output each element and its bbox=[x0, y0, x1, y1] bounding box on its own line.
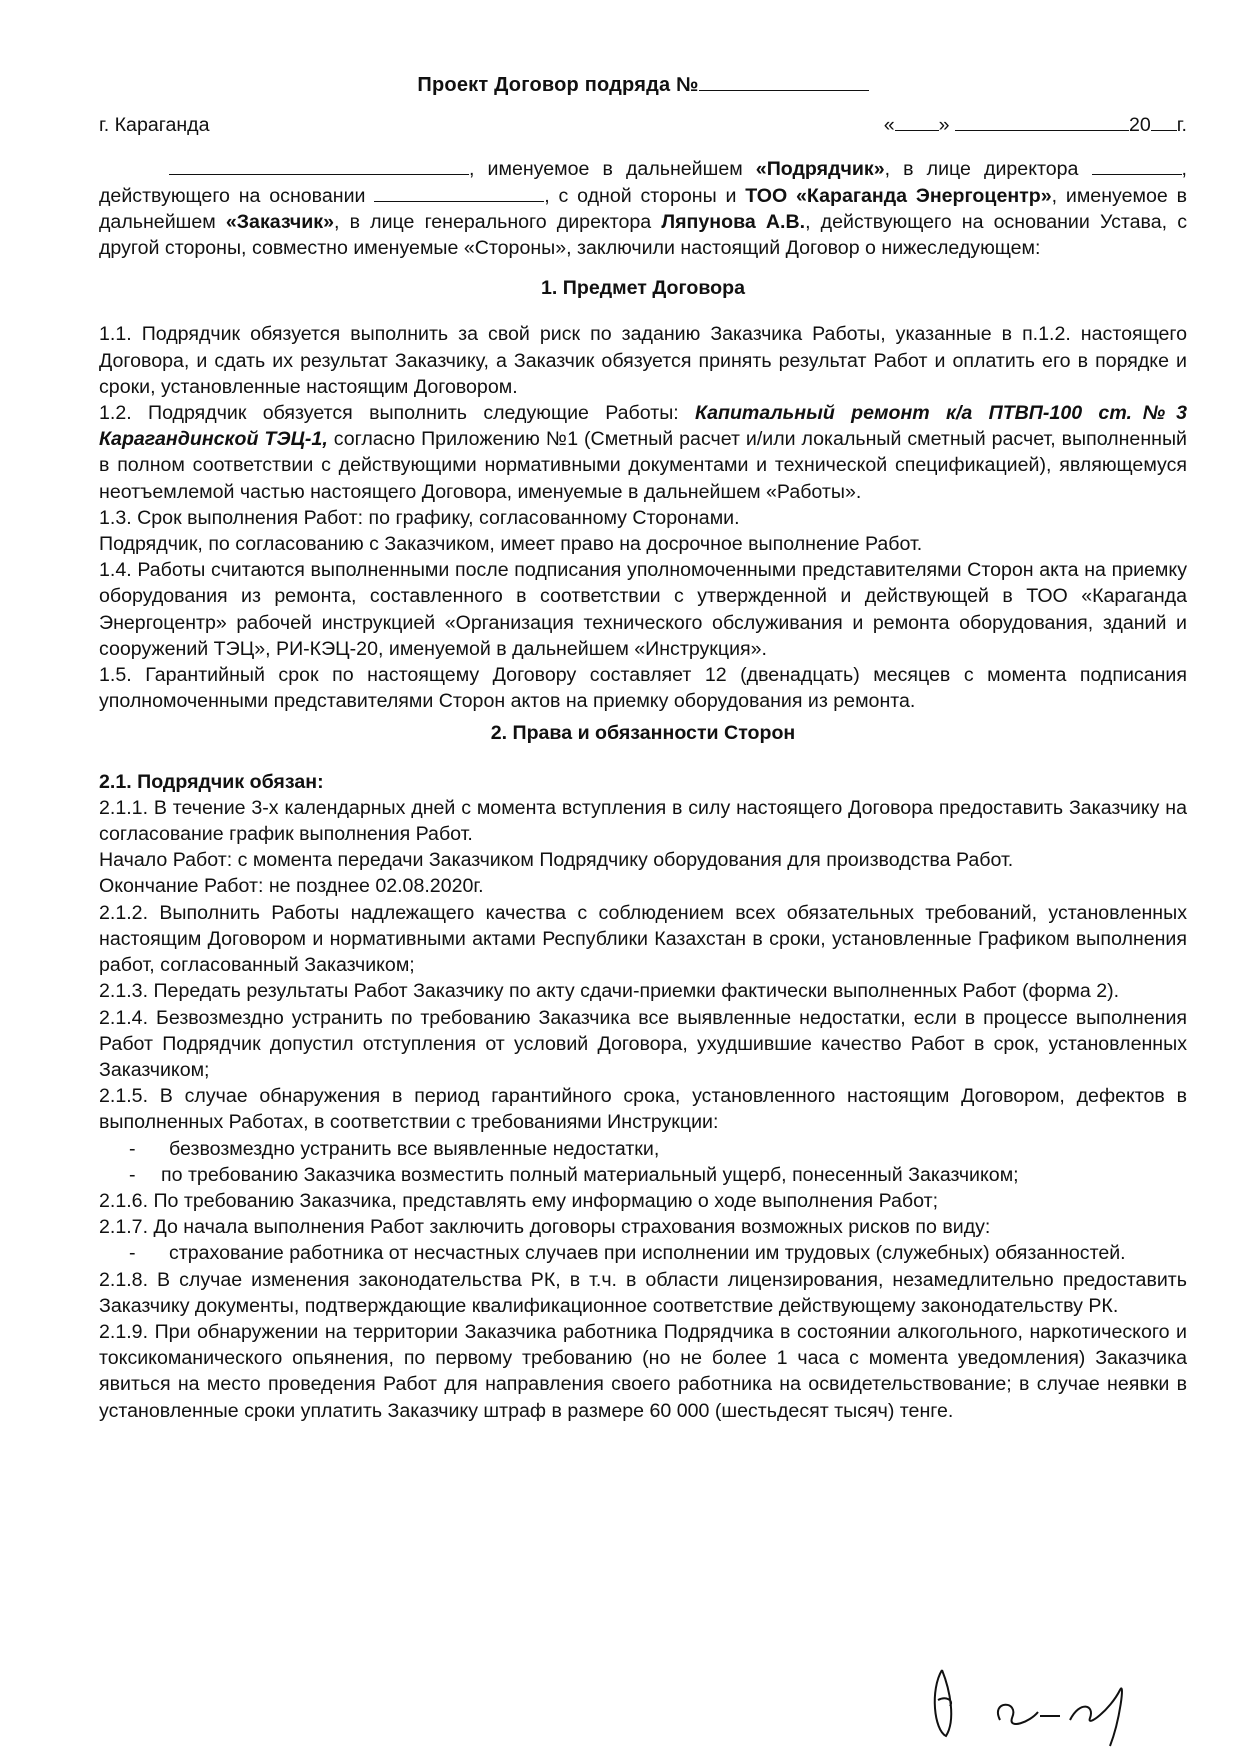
subsection-2-1: 2.1. Подрядчик обязан: bbox=[99, 770, 324, 793]
clause-2-1-1-start: Начало Работ: с момента передачи Заказчиком Подрядчику оборудования для производства Работ. bbox=[99, 849, 1014, 872]
preamble: , именуемое в дальнейшем «Подрядчик», в лице директора , действующего на основании , с одной стороны и ТОО «Караганда Энергоцентр», именуемое в дальнейшем «Заказчик», в лице генерального директора Ляпунова А.В., действующего на основании Устава, с другой стороны, совместно именуемые «Стороны», заключили настоящий Договор о нижеследующем: bbox=[99, 158, 1187, 260]
clause-2-1-1-end: Окончание Работ: не позднее 02.08.2020г. bbox=[99, 875, 484, 898]
list-item: - страхование работника от несчастных случаев при исполнении им трудовых (служебных) обязанностей. bbox=[129, 1242, 1126, 1265]
clause-2-1-5: 2.1.5. В случае обнаружения в период гарантийного срока, установленного настоящим Договором, дефектов в выполненных Работах, в соответствии с требованиями Инструкции: bbox=[99, 1085, 1187, 1134]
handwritten-signature bbox=[920, 1660, 1160, 1750]
contract-number-blank bbox=[699, 70, 869, 91]
clause-1-1: 1.1. Подрядчик обязуется выполнить за свой риск по заданию Заказчика Работы, указанные в п.1.2. настоящего Договора, и сдать их результат Заказчику, а Заказчик обязуется принять результат Работ и оплатить его в порядке и сроки, установленные настоящим Договором. bbox=[99, 323, 1187, 398]
clause-1-3: 1.3. Срок выполнения Работ: по графику, согласованному Сторонами. bbox=[99, 506, 740, 529]
clause-1-4: 1.4. Работы считаются выполненными после подписания уполномоченными представителями Сторон акта на приемку оборудования из ремонта, составленного в соответствии с утвержденной и действующей в ТОО «Караганда Энергоцентр» рабочей инструкцией «Организация технического обслуживания и ремонта оборудования, зданий и сооружений ТЭЦ», РИ-КЭЦ-20, именуемой в дальнейшем «Инструкция». bbox=[99, 559, 1187, 660]
clause-1-3-note: Подрядчик, по согласованию с Заказчиком, имеет право на досрочное выполнение Работ. bbox=[99, 533, 923, 556]
document-title: Проект Договор подряда № bbox=[99, 70, 1187, 98]
clause-2-1-6: 2.1.6. По требованию Заказчика, представлять ему информацию о ходе выполнения Работ; bbox=[99, 1189, 939, 1212]
clause-1-2: 1.2. Подрядчик обязуется выполнить следующие Работы: Капитальный ремонт к/а ПТВП-100 ст.№3 Карагандинской ТЭЦ-1, согласно Приложению №1 (Сметный расчет и/или локальный сметный расчет, выполненный в полном соответствии с действующими нормативными документами и технической спецификацией), являющемуся неотъемлемой частью настоящего Договора, именуемые в дальнейшем «Работы». bbox=[99, 402, 1188, 503]
date-field: « » 20 г. bbox=[883, 114, 1187, 137]
section-heading-2: 2. Права и обязанности Сторон bbox=[490, 722, 796, 745]
list-item: - по требованию Заказчика возместить полный материальный ущерб, понесенный Заказчиком; bbox=[129, 1163, 1019, 1186]
clause-2-1-3: 2.1.3. Передать результаты Работ Заказчику по акту сдачи-приемки фактически выполненных Работ (форма 2). bbox=[99, 980, 1120, 1003]
clause-2-1-1: 2.1.1. В течение 3-х календарных дней с момента вступления в силу настоящего Договора предоставить Заказчику на согласование график выполнения Работ. bbox=[99, 796, 1187, 846]
city-date-line bbox=[99, 112, 1187, 138]
clause-1-5: 1.5. Гарантийный срок по настоящему Договору составляет 12 (двенадцать) месяцев с момента подписания уполномоченными представителями Сторон актов на приемку оборудования из ремонта. bbox=[99, 664, 1187, 713]
clause-2-1-2: 2.1.2. Выполнить Работы надлежащего качества с соблюдением всех обязательных требований, установленных настоящим Договором и нормативными актами Республики Казахстан в сроки, установленные Графиком выполнения работ, согласованный Заказчиком; bbox=[99, 901, 1187, 977]
list-item: - безвозмездно устранить все выявленные недостатки, bbox=[129, 1137, 660, 1160]
section-heading-1: 1. Предмет Договора bbox=[540, 277, 745, 300]
clause-2-1-4: 2.1.4. Безвозмездно устранить по требованию Заказчика все выявленные недостатки, если в процессе выполнения Работ Подрядчик допустил отступления от условий Договора, ухудшившие качество Работ в срок, установленных Заказчиком; bbox=[99, 1006, 1187, 1081]
clause-2-1-7: 2.1.7. До начала выполнения Работ заключить договоры страхования возможных рисков по виду: bbox=[99, 1216, 991, 1239]
city: г. Караганда bbox=[99, 114, 210, 137]
clause-2-1-8: 2.1.8. В случае изменения законодательства РК, в т.ч. в области лицензирования, незамедлительно предоставить Заказчику документы, подтверждающие квалификационное соответствие действующему законодательству РК. bbox=[99, 1268, 1187, 1317]
document-body bbox=[99, 70, 1187, 1424]
clause-2-1-9: 2.1.9. При обнаружении на территории Заказчика работника Подрядчика в состоянии алкогольного, наркотического и токсикоманического опьянения, по первому требованию (но не более 1 часа с момента уведомления) Заказчика явиться на место проведения Работ для направления своего работника на освидетельствование; в случае неявки в установленные сроки уплатить Заказчику штраф в размере 60 000 (шестьдесят тысяч) тенге. bbox=[99, 1320, 1187, 1422]
